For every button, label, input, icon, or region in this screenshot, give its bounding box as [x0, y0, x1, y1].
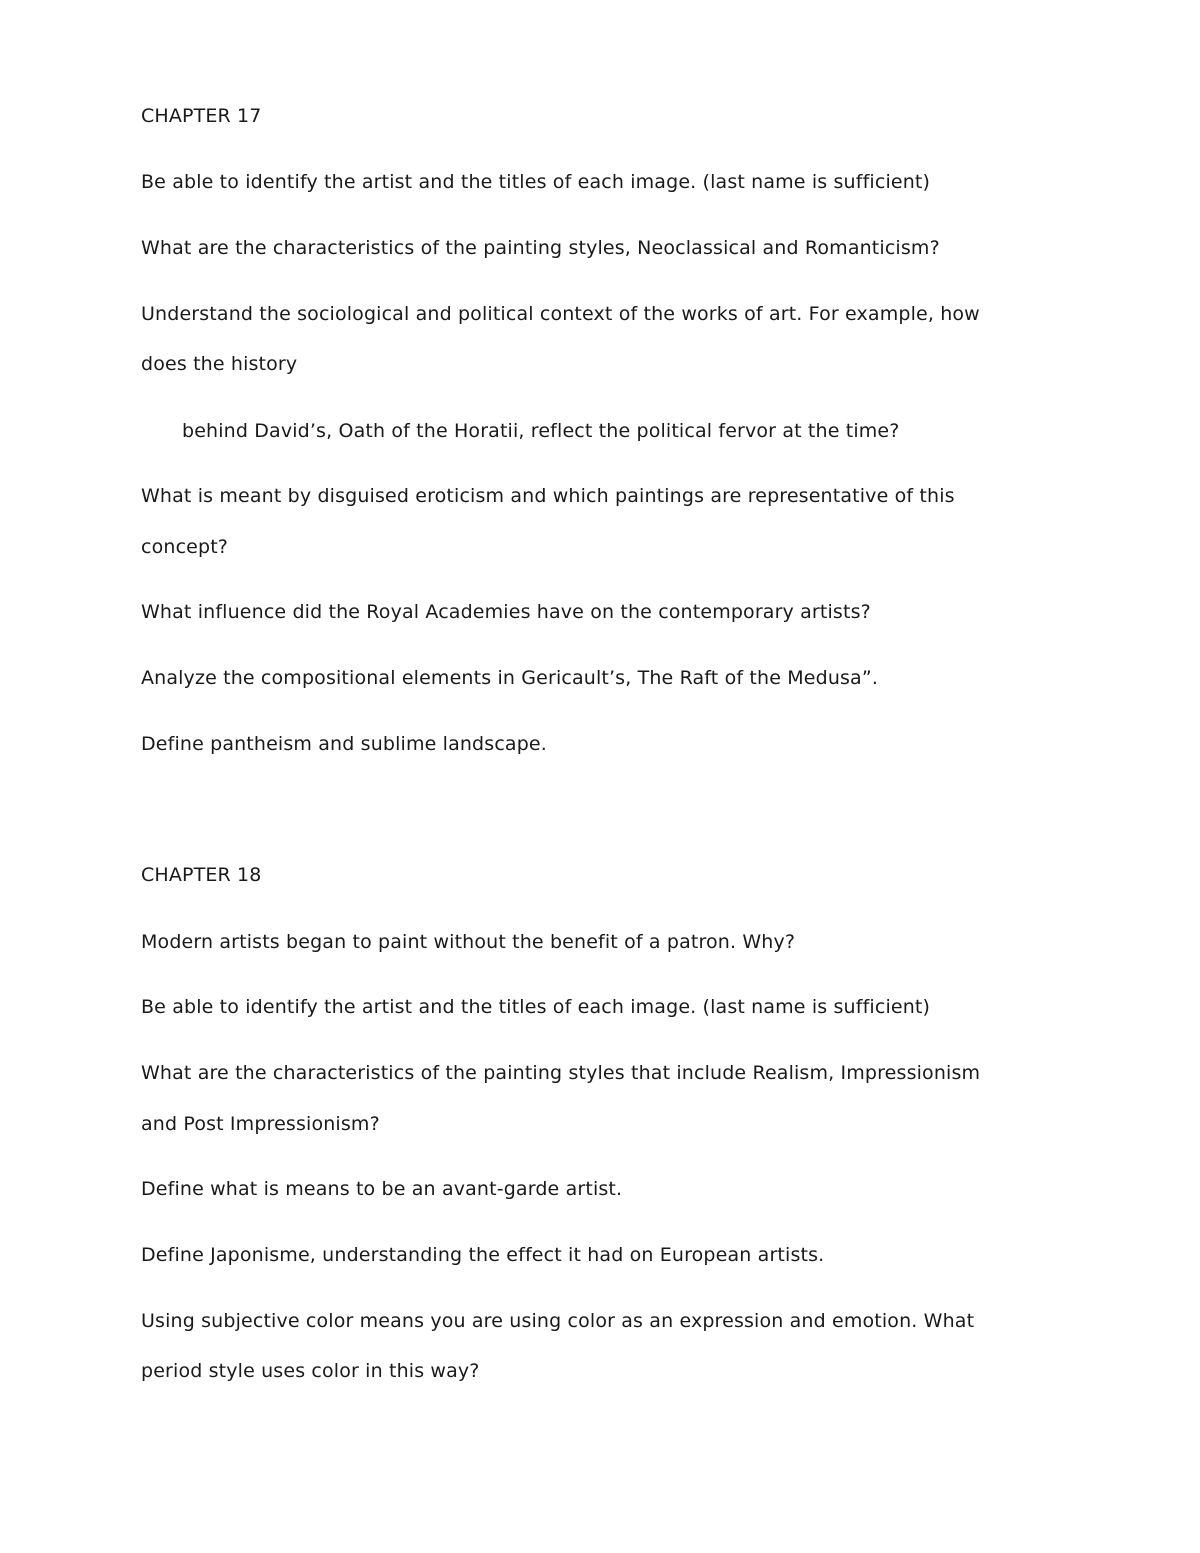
chapter-17-line-6: What is meant by disguised eroticism and which paintings are representative of this: [141, 485, 955, 507]
chapter-17-line-7: concept?: [141, 536, 229, 558]
chapter-17-line-5: behind David’s, Oath of the Horatii, reflect the political fervor at the time?: [182, 420, 900, 442]
chapter-17-line-1: Be able to identify the artist and the titles of each image. (last name is sufficient): [141, 171, 931, 193]
chapter-18-line-7: Using subjective color means you are using color as an expression and emotion. What: [141, 1310, 975, 1332]
chapter-18-line-6: Define Japonisme, understanding the effect it had on European artists.: [141, 1244, 825, 1266]
chapter-18-line-2: Be able to identify the artist and the titles of each image. (last name is sufficient): [141, 996, 931, 1018]
chapter-17-line-3: Understand the sociological and political context of the works of art. For example, how: [141, 303, 980, 325]
chapter-17-line-8: What influence did the Royal Academies have on the contemporary artists?: [141, 601, 871, 623]
chapter-17-line-9: Analyze the compositional elements in Gericault’s, The Raft of the Medusa”.: [141, 667, 879, 689]
chapter-18-line-1: Modern artists began to paint without the benefit of a patron. Why?: [141, 931, 796, 953]
chapter-18-line-8: period style uses color in this way?: [141, 1360, 480, 1382]
chapter-18-line-4: and Post Impressionism?: [141, 1113, 380, 1135]
chapter-17-line-4: does the history: [141, 353, 298, 375]
chapter-17-line-2: What are the characteristics of the painting styles, Neoclassical and Romanticism?: [141, 237, 940, 259]
chapter-18-line-3: What are the characteristics of the painting styles that include Realism, Impressionism: [141, 1062, 981, 1084]
chapter-17-heading: CHAPTER 17: [141, 105, 262, 127]
chapter-18-line-5: Define what is means to be an avant-garde artist.: [141, 1178, 623, 1200]
chapter-18-heading: CHAPTER 18: [141, 864, 262, 886]
chapter-17-line-10: Define pantheism and sublime landscape.: [141, 733, 547, 755]
